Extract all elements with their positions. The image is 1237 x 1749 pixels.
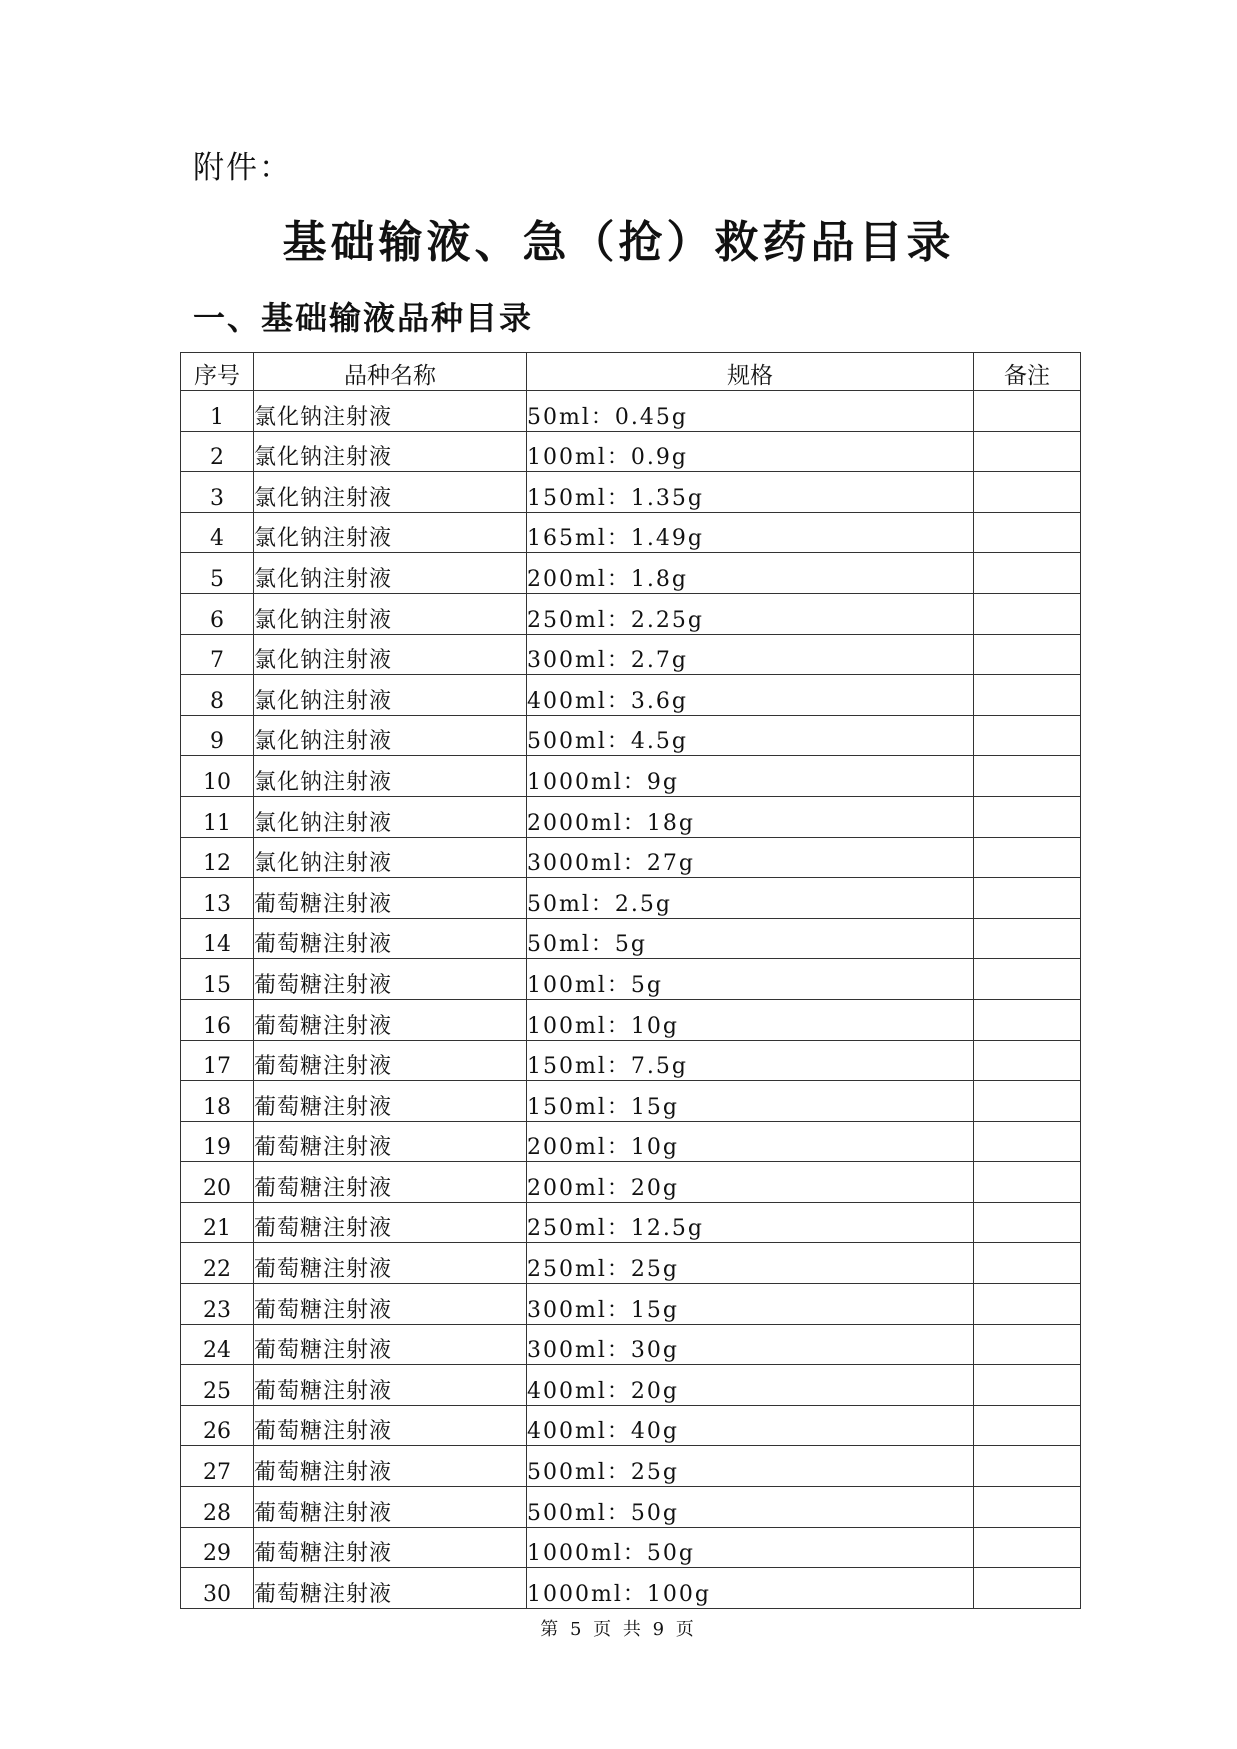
- row-drug-name: 葡萄糖注射液: [254, 1243, 527, 1284]
- row-number: 22: [181, 1243, 254, 1284]
- row-drug-name: 葡萄糖注射液: [254, 1324, 527, 1365]
- row-note: [974, 837, 1081, 878]
- row-drug-name: 氯化钠注射液: [254, 756, 527, 797]
- row-number: 20: [181, 1162, 254, 1203]
- row-note: [974, 1487, 1081, 1528]
- row-drug-name: 葡萄糖注射液: [254, 1487, 527, 1528]
- infusion-catalog-table: [180, 352, 1081, 1609]
- row-drug-name: 氯化钠注射液: [254, 391, 527, 432]
- row-spec: 150ml：1.35g: [527, 472, 974, 513]
- row-note: [974, 593, 1081, 634]
- row-spec: 500ml：4.5g: [527, 715, 974, 756]
- row-note: [974, 1040, 1081, 1081]
- row-note: [974, 796, 1081, 837]
- row-spec: 1000ml：100g: [527, 1568, 974, 1609]
- row-spec: 300ml：15g: [527, 1284, 974, 1325]
- row-spec: 1000ml：9g: [527, 756, 974, 797]
- row-number: 8: [181, 675, 254, 716]
- row-drug-name: 葡萄糖注射液: [254, 999, 527, 1040]
- row-number: 7: [181, 634, 254, 675]
- row-spec: 400ml：3.6g: [527, 675, 974, 716]
- page-footer: 第 5 页 共 9 页: [540, 1619, 697, 1640]
- row-number: 25: [181, 1365, 254, 1406]
- row-note: [974, 715, 1081, 756]
- row-drug-name: 葡萄糖注射液: [254, 1568, 527, 1609]
- row-number: 10: [181, 756, 254, 797]
- table-row: [181, 1527, 1081, 1568]
- row-drug-name: 氯化钠注射液: [254, 715, 527, 756]
- row-drug-name: 葡萄糖注射液: [254, 1405, 527, 1446]
- row-drug-name: 葡萄糖注射液: [254, 959, 527, 1000]
- row-number: 16: [181, 999, 254, 1040]
- row-drug-name: 葡萄糖注射液: [254, 1202, 527, 1243]
- row-spec: 200ml：1.8g: [527, 553, 974, 594]
- row-number: 14: [181, 918, 254, 959]
- row-spec: 250ml：12.5g: [527, 1202, 974, 1243]
- row-number: 26: [181, 1405, 254, 1446]
- table-row: [181, 796, 1081, 837]
- table-row: [181, 431, 1081, 472]
- table-row: [181, 959, 1081, 1000]
- row-note: [974, 675, 1081, 716]
- row-number: 17: [181, 1040, 254, 1081]
- row-spec: 50ml：5g: [527, 918, 974, 959]
- row-spec: 500ml：25g: [527, 1446, 974, 1487]
- row-note: [974, 1446, 1081, 1487]
- table-row: [181, 1324, 1081, 1365]
- row-number: 28: [181, 1487, 254, 1528]
- table-row: [181, 715, 1081, 756]
- row-drug-name: 葡萄糖注射液: [254, 1121, 527, 1162]
- row-number: 1: [181, 391, 254, 432]
- row-note: [974, 512, 1081, 553]
- row-note: [974, 1365, 1081, 1406]
- row-number: 13: [181, 878, 254, 919]
- row-drug-name: 氯化钠注射液: [254, 837, 527, 878]
- row-spec: 200ml：20g: [527, 1162, 974, 1203]
- row-note: [974, 1121, 1081, 1162]
- row-number: 15: [181, 959, 254, 1000]
- row-note: [974, 1527, 1081, 1568]
- row-number: 19: [181, 1121, 254, 1162]
- row-drug-name: 葡萄糖注射液: [254, 1040, 527, 1081]
- table-row: [181, 1243, 1081, 1284]
- row-spec: 2000ml：18g: [527, 796, 974, 837]
- row-number: 27: [181, 1446, 254, 1487]
- row-number: 5: [181, 553, 254, 594]
- table-row: [181, 918, 1081, 959]
- row-drug-name: 葡萄糖注射液: [254, 1162, 527, 1203]
- row-spec: 300ml：2.7g: [527, 634, 974, 675]
- row-drug-name: 氯化钠注射液: [254, 593, 527, 634]
- table-row: [181, 999, 1081, 1040]
- row-drug-name: 葡萄糖注射液: [254, 1527, 527, 1568]
- table-row: [181, 593, 1081, 634]
- table-row: [181, 391, 1081, 432]
- table-row: [181, 1040, 1081, 1081]
- row-number: 9: [181, 715, 254, 756]
- header-spec: 规格: [527, 353, 974, 391]
- table-row: [181, 1121, 1081, 1162]
- row-number: 29: [181, 1527, 254, 1568]
- row-note: [974, 1568, 1081, 1609]
- row-number: 23: [181, 1284, 254, 1325]
- row-drug-name: 氯化钠注射液: [254, 796, 527, 837]
- row-spec: 400ml：20g: [527, 1365, 974, 1406]
- row-number: 2: [181, 431, 254, 472]
- row-note: [974, 999, 1081, 1040]
- row-note: [974, 756, 1081, 797]
- row-note: [974, 878, 1081, 919]
- row-spec: 165ml：1.49g: [527, 512, 974, 553]
- table-row: [181, 553, 1081, 594]
- row-note: [974, 1284, 1081, 1325]
- table-row: [181, 1487, 1081, 1528]
- table-row: [181, 756, 1081, 797]
- row-number: 21: [181, 1202, 254, 1243]
- row-drug-name: 氯化钠注射液: [254, 472, 527, 513]
- header-note: 备注: [974, 353, 1081, 391]
- row-note: [974, 472, 1081, 513]
- row-spec: 150ml：15g: [527, 1081, 974, 1122]
- row-spec: 500ml：50g: [527, 1487, 974, 1528]
- table-row: [181, 878, 1081, 919]
- table-row: [181, 1405, 1081, 1446]
- table-row: [181, 1365, 1081, 1406]
- table-row: [181, 1568, 1081, 1609]
- row-note: [974, 1162, 1081, 1203]
- row-note: [974, 918, 1081, 959]
- attachment-label: 附件：: [193, 150, 292, 186]
- row-spec: 300ml：30g: [527, 1324, 974, 1365]
- table-row: [181, 1284, 1081, 1325]
- row-drug-name: 氯化钠注射液: [254, 431, 527, 472]
- table-row: [181, 512, 1081, 553]
- table-row: [181, 1162, 1081, 1203]
- row-spec: 400ml：40g: [527, 1405, 974, 1446]
- row-drug-name: 氯化钠注射液: [254, 675, 527, 716]
- row-number: 24: [181, 1324, 254, 1365]
- row-number: 11: [181, 796, 254, 837]
- row-note: [974, 1202, 1081, 1243]
- row-number: 12: [181, 837, 254, 878]
- row-spec: 50ml：0.45g: [527, 391, 974, 432]
- row-note: [974, 431, 1081, 472]
- row-drug-name: 葡萄糖注射液: [254, 1446, 527, 1487]
- row-spec: 1000ml：50g: [527, 1527, 974, 1568]
- row-note: [974, 634, 1081, 675]
- row-spec: 100ml：5g: [527, 959, 974, 1000]
- row-spec: 200ml：10g: [527, 1121, 974, 1162]
- header-name: 品种名称: [254, 353, 527, 391]
- row-drug-name: 葡萄糖注射液: [254, 918, 527, 959]
- row-spec: 150ml：7.5g: [527, 1040, 974, 1081]
- row-spec: 250ml：2.25g: [527, 593, 974, 634]
- row-number: 3: [181, 472, 254, 513]
- row-spec: 50ml：2.5g: [527, 878, 974, 919]
- row-drug-name: 葡萄糖注射液: [254, 878, 527, 919]
- row-note: [974, 1081, 1081, 1122]
- table-row: [181, 1446, 1081, 1487]
- row-note: [974, 391, 1081, 432]
- row-spec: 100ml：0.9g: [527, 431, 974, 472]
- row-note: [974, 1405, 1081, 1446]
- table-row: [181, 634, 1081, 675]
- table-row: [181, 675, 1081, 716]
- table-row: [181, 837, 1081, 878]
- row-note: [974, 1243, 1081, 1284]
- row-note: [974, 553, 1081, 594]
- table-row: [181, 1202, 1081, 1243]
- row-spec: 3000ml：27g: [527, 837, 974, 878]
- header-no: 序号: [181, 353, 254, 391]
- row-number: 30: [181, 1568, 254, 1609]
- row-number: 18: [181, 1081, 254, 1122]
- row-drug-name: 葡萄糖注射液: [254, 1081, 527, 1122]
- section-heading: 一、基础输液品种目录: [193, 299, 534, 337]
- row-drug-name: 葡萄糖注射液: [254, 1284, 527, 1325]
- table-header-row: [181, 353, 1081, 391]
- row-drug-name: 葡萄糖注射液: [254, 1365, 527, 1406]
- row-spec: 250ml：25g: [527, 1243, 974, 1284]
- table-row: [181, 472, 1081, 513]
- row-number: 6: [181, 593, 254, 634]
- row-spec: 100ml：10g: [527, 999, 974, 1040]
- document-title: 基础输液、急（抢）救药品目录: [282, 217, 955, 268]
- row-note: [974, 959, 1081, 1000]
- row-drug-name: 氯化钠注射液: [254, 512, 527, 553]
- row-drug-name: 氯化钠注射液: [254, 553, 527, 594]
- row-number: 4: [181, 512, 254, 553]
- row-note: [974, 1324, 1081, 1365]
- row-drug-name: 氯化钠注射液: [254, 634, 527, 675]
- table-row: [181, 1081, 1081, 1122]
